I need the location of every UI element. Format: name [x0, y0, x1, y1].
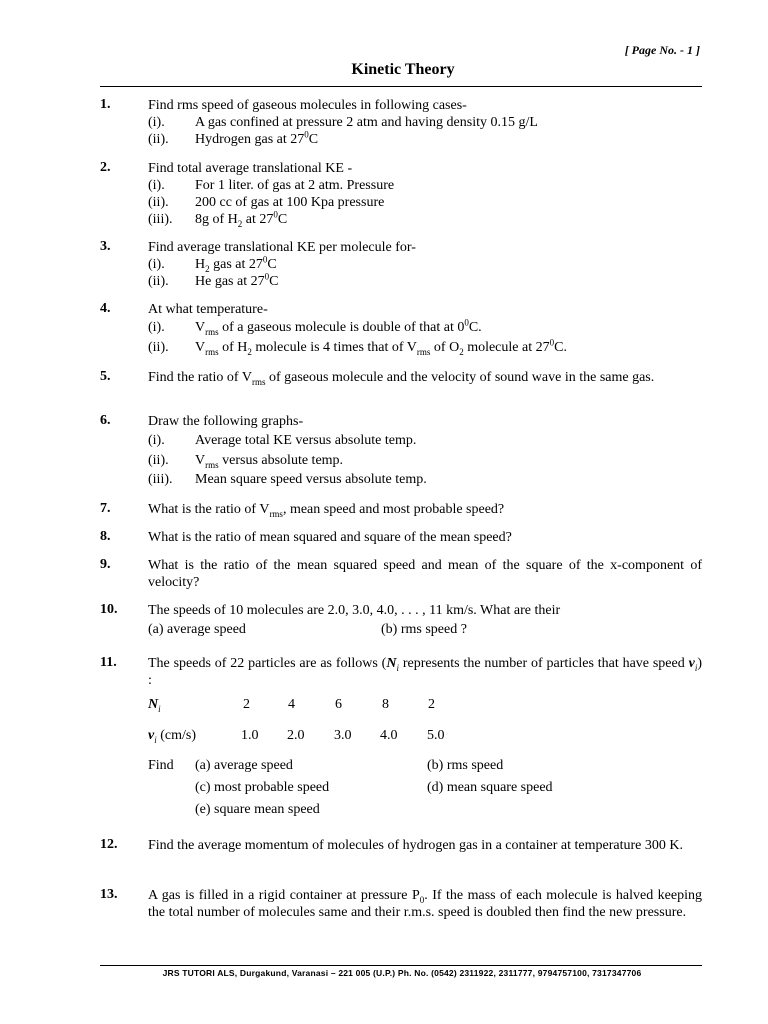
- question-2-number: 2.: [100, 160, 111, 175]
- question-11-part-a: (a) average speed: [195, 758, 293, 773]
- question-10-part-b: (b) rms speed ?: [381, 622, 467, 637]
- question-11-number: 11.: [100, 655, 117, 670]
- question-9-text: What is the ratio of the mean squared speed and mean of the square of the x-component of velocity?: [148, 558, 702, 590]
- question-13-number: 13.: [100, 887, 118, 902]
- table-cell: 4: [288, 697, 295, 712]
- table-cell: 1.0: [241, 728, 259, 743]
- question-3-part-ii: (ii). He gas at $27^0C$: [148, 271, 279, 289]
- question-8-text: What is the ratio of mean squared and square of the mean speed?: [148, 530, 512, 545]
- question-9-number: 9.: [100, 557, 111, 572]
- question-10-text: The speeds of 10 molecules are 2.0, 3.0, 4.0, . . . , 11 km/s. What are their: [148, 603, 561, 618]
- table-cell: 2: [428, 697, 435, 712]
- question-5-text: Find the ratio of $V_{rms}$ of gaseous molecule and the velocity of sound wave in the same gas.: [148, 370, 655, 387]
- question-11-text: The speeds of 22 particles are as follows ($N_i$ represents the number of particles that have speed $v_i$) :: [148, 656, 702, 688]
- question-7-text: What is the ratio of $V_{rms}$, mean speed and most probable speed?: [148, 502, 505, 519]
- question-2-part-iii: (iii). 8g of $H_2$ at $27^0C$: [148, 209, 288, 229]
- question-1-part-ii: (ii). Hydrogen gas at $27^0C$: [148, 129, 319, 147]
- question-1-part-i: (i). A gas confined at pressure 2 atm and having density 0.15 g/L: [148, 115, 538, 130]
- question-5-number: 5.: [100, 369, 111, 384]
- table-row-label-n: $N_i$: [148, 697, 161, 714]
- page-title: Kinetic Theory: [351, 61, 455, 78]
- question-7-number: 7.: [100, 501, 111, 516]
- question-4-part-ii: (ii). $V_{rms}$ of $H_2$ molecule is 4 times that of $V_{rms}$ of $O_2$ molecule at $27^0C$.: [148, 337, 567, 357]
- question-6-part-i: (i). Average total KE versus absolute temp.: [148, 433, 417, 448]
- table-cell: 2.0: [287, 728, 305, 743]
- question-6-number: 6.: [100, 413, 111, 428]
- question-11-find-label: Find: [148, 758, 174, 773]
- table-cell: 2: [243, 697, 250, 712]
- question-4-part-i: (i). $V_{rms}$ of a gaseous molecule is double of that at $0^0C$.: [148, 317, 482, 337]
- table-cell: 8: [382, 697, 389, 712]
- page-number: [ Page No. - 1 ]: [624, 43, 700, 57]
- table-cell: 4.0: [380, 728, 398, 743]
- table-cell: 3.0: [334, 728, 352, 743]
- question-3-part-i: (i). $H_2$ gas at $27^0C$: [148, 254, 277, 274]
- question-11-part-c: (c) most probable speed: [195, 780, 330, 795]
- question-10-number: 10.: [100, 602, 118, 617]
- question-8-number: 8.: [100, 529, 111, 544]
- question-4-number: 4.: [100, 301, 111, 316]
- question-11-part-d: (d) mean square speed: [427, 780, 553, 795]
- question-11-part-e: (e) square mean speed: [195, 802, 320, 817]
- question-3-number: 3.: [100, 239, 111, 254]
- question-13-text: A gas is filled in a rigid container at pressure $P_0$. If the mass of each molecule is halved keeping the total number of molecules same and their r.m.s. speed is doubled then find the new pressure.: [148, 888, 702, 920]
- question-2-part-i: (i). For 1 liter. of gas at 2 atm. Pressure: [148, 178, 395, 193]
- question-12-number: 12.: [100, 837, 118, 852]
- question-12-text: Find the average momentum of molecules of hydrogen gas in a container at temperature 300 K.: [148, 838, 683, 853]
- question-11-part-b: (b) rms speed: [427, 758, 504, 773]
- question-4-text: At what temperature-: [148, 302, 268, 317]
- table-cell: 5.0: [427, 728, 445, 743]
- table-cell: 6: [335, 697, 342, 712]
- question-6-text: Draw the following graphs-: [148, 414, 304, 429]
- question-1-number: 1.: [100, 97, 111, 112]
- footer-contact: JRS TUTORI ALS, Durgakund, Varanasi – 221 005 (U.P.) Ph. No. (0542) 2311922, 2311777, 9794757100, 7317347706: [162, 968, 642, 978]
- question-1-text: Find rms speed of gaseous molecules in following cases-: [148, 98, 467, 113]
- question-3-text: Find average translational KE per molecule for-: [148, 240, 416, 255]
- question-6-part-iii: (iii). Mean square speed versus absolute temp.: [148, 472, 427, 487]
- table-row-label-v: $v_i$ (cm/s): [148, 728, 196, 745]
- question-6-part-ii: (ii). $V_{rms}$ versus absolute temp.: [148, 453, 344, 470]
- question-2-part-ii: (ii). 200 cc of gas at 100 Kpa pressure: [148, 195, 385, 210]
- question-2-text: Find total average translational KE -: [148, 161, 353, 176]
- title-rule: [100, 86, 702, 87]
- footer-rule: [100, 965, 702, 966]
- question-10-part-a: (a) average speed: [148, 622, 246, 637]
